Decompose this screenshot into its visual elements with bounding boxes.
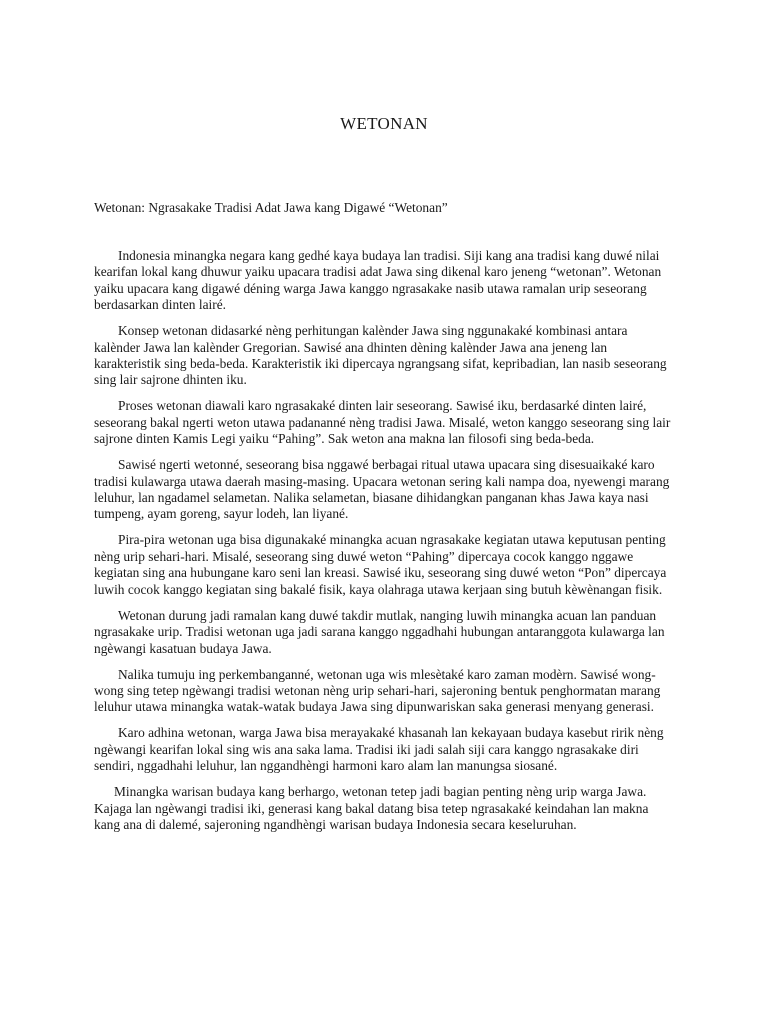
document-subtitle: Wetonan: Ngrasakake Tradisi Adat Jawa kang Digawé “Wetonan”: [94, 200, 448, 215]
paragraph-2: Konsep wetonan didasarké nèng perhitungan kalènder Jawa sing nggunakaké kombinasi antara kalènder Jawa lan kalènder Gregorian. Sawisé ana dhinten dèning kalènder Jawa ana jeneng lan karakteristik sing beda-beda. Karakteristik iki dipercaya ngrangsang sifat, kepribadian, lan nasib seseorang sing lair sajrone dhinten iku.: [94, 323, 667, 388]
document-title: WETONAN: [340, 114, 428, 133]
paragraph-6: Wetonan durung jadi ramalan kang duwé takdir mutlak, nanging luwih minangka acuan lan panduan ngrasakake urip. Tradisi wetonan uga jadi sarana kanggo nggadhahi hubungan antaranggota kulawarga lan ngèwangi kasatuan budaya Jawa.: [94, 607, 665, 656]
paragraph-7: Nalika tumuju ing perkembanganné, wetonan uga wis mlesètaké karo zaman modèrn. Sawisé wong-wong sing tetep ngèwangi tradisi wetonan nèng urip sehari-hari, sajeroning bentuk penghormatan marang leluhur utawa minangka watak-watak budaya Jawa sing dipunwariskan saka generasi menyang generasi.: [94, 666, 661, 715]
paragraph-5: Pira-pira wetonan uga bisa digunakaké minangka acuan ngrasakake kegiatan utawa keputusan penting nèng urip sehari-hari. Misalé, seseorang sing duwé weton “Pahing” dipercaya cocok kanggo nggawe kegiatan sing ana hubungane karo seni lan kreasi. Sawisé iku, seseorang sing duwé weton “Pon” dipercaya luwih cocok kanggo kegiatan sing bakalé fisik, kaya olahraga utawa kerjaan sing butuh kèwènangan fisik.: [94, 532, 667, 597]
paragraph-9: Minangka warisan budaya kang berhargo, wetonan tetep jadi bagian penting nèng urip warga Jawa. Kajaga lan ngèwangi tradisi iki, generasi kang bakal datang bisa tetep ngrasakaké keindahan lan makna kang ana di dalemé, sajeroning ngandhèngi warisan budaya Indonesia secara keseluruhan.: [94, 784, 649, 832]
paragraph-8: Karo adhina wetonan, warga Jawa bisa merayakaké khasanah lan kekayaan budaya kasebut ririk nèng ngèwangi kearifan lokal sing wis ana saka lama. Tradisi iki jadi salah siji cara kanggo ngrasakake diri sendiri, nggadhahi leluhur, lan nggandhèngi harmoni karo alam lan manungsa siosané.: [94, 725, 664, 774]
paragraph-1: Indonesia minangka negara kang gedhé kaya budaya lan tradisi. Siji kang ana tradisi kang duwé nilai kearifan lokal kang dhuwur yaiku upacara tradisi adat Jawa sing dikenal karo jeneng “wetonan”. Wetonan yaiku upacara kang digawé déning warga Jawa kanggo ngrasakake nasib utawa ramalan urip seseorang berdasarkan dinten lairé.: [94, 248, 662, 313]
paragraph-4: Sawisé ngerti wetonné, seseorang bisa nggawé berbagai ritual utawa upacara sing disesuaikaké karo tradisi kulawarga utawa daerah masing-masing. Upacara wetonan sering kali nampa doa, nyewengi marang leluhur, lan ngadamel selametan. Nalika selametan, biasane dihidangkan panganan khas Jawa kaya nasi tumpeng, ayam goreng, sayur lodeh, lan liyané.: [94, 457, 670, 522]
paragraph-3: Proses wetonan diawali karo ngrasakaké dinten lair seseorang. Sawisé iku, berdasarké dinten lairé, seseorang bakal ngerti weton utawa padananné nèng tradisi Jawa. Misalé, weton kanggo seseorang sing lair sajrone dinten Kamis Legi yaiku “Pahing”. Sak weton ana makna lan filosofi sing beda-beda.: [94, 398, 671, 447]
document-body: [94, 248, 676, 843]
